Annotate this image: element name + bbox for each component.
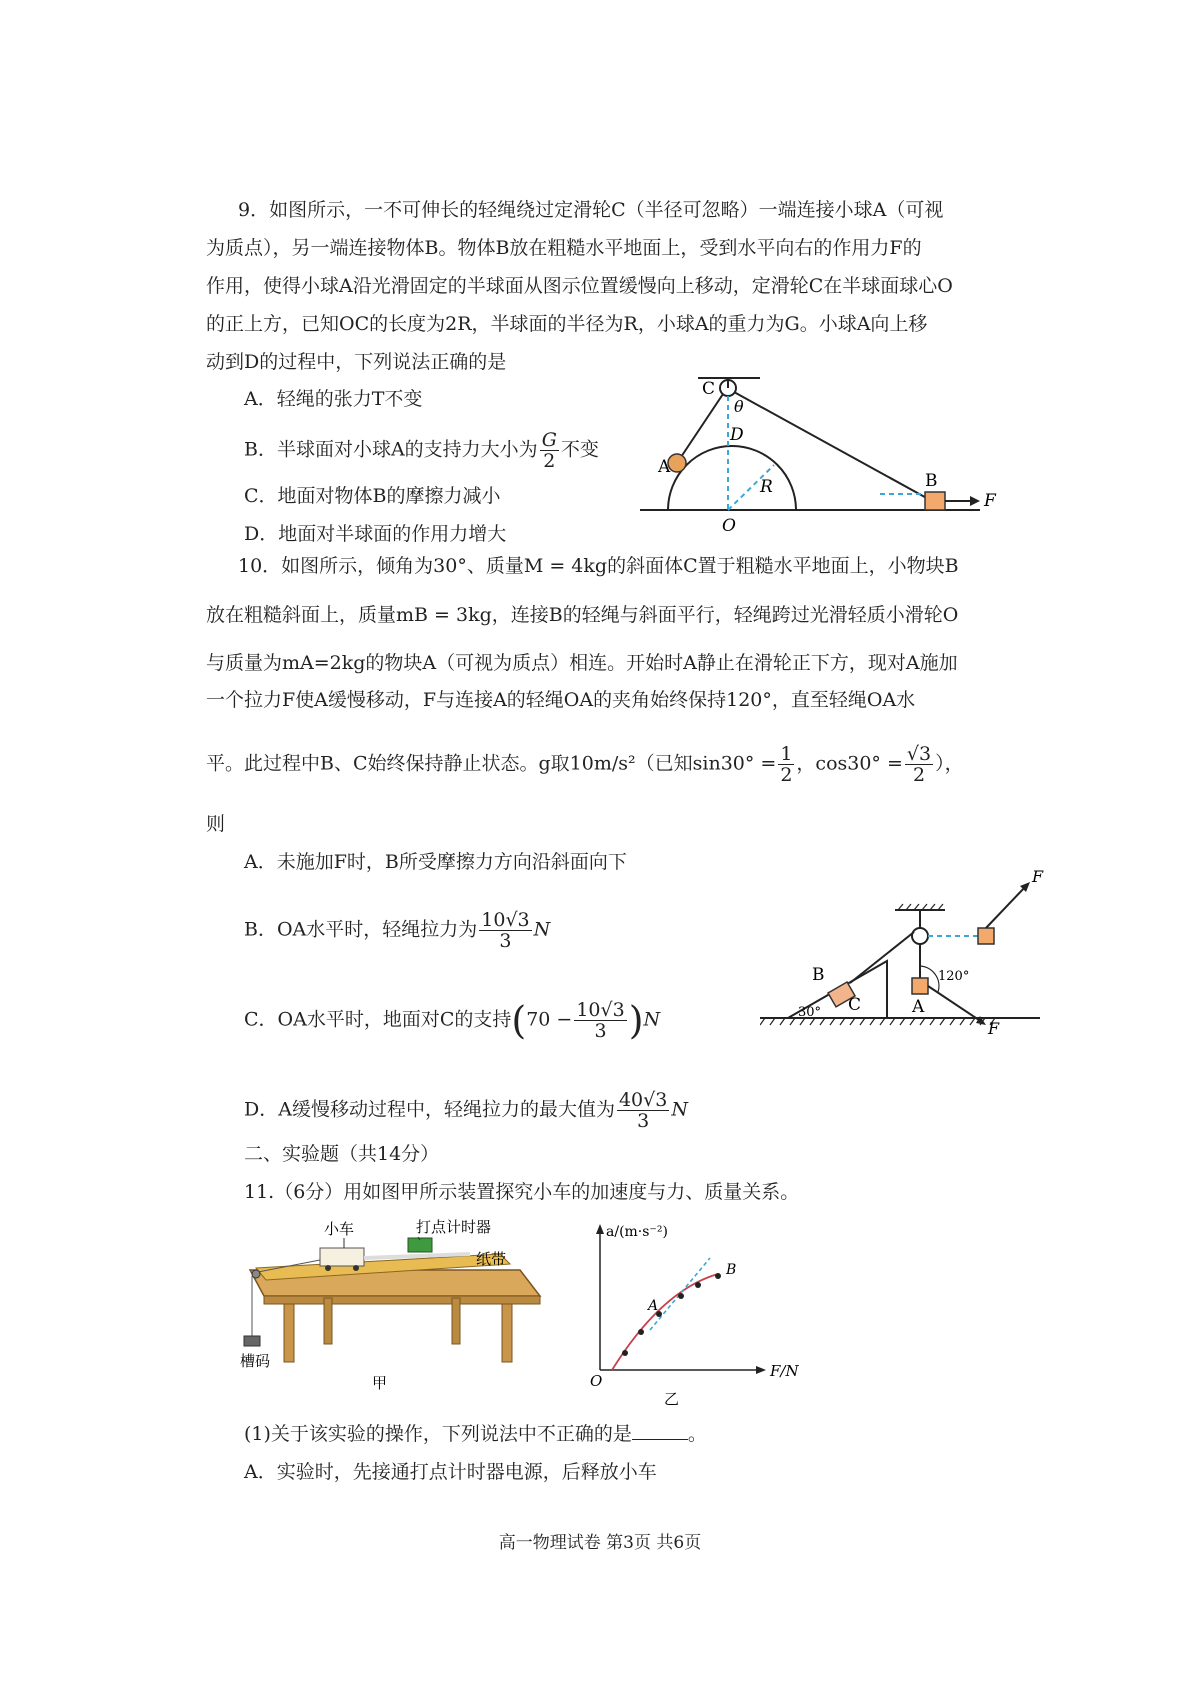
q9-option-b-tail: 不变	[560, 438, 599, 461]
q10-cos-num: √3	[906, 743, 932, 765]
q9-option-b	[244, 430, 599, 471]
q11-sub-1-blank[interactable]	[632, 1439, 688, 1440]
q9-label-theta: θ	[734, 397, 744, 416]
q10-label-b: B	[812, 965, 825, 985]
q11-label-weights: 槽码	[240, 1352, 271, 1370]
page-footer: 高一物理试卷 第3页 共6页	[498, 1533, 702, 1553]
q11-table-leg-1	[284, 1304, 294, 1362]
q10-cos-fraction	[905, 744, 933, 785]
q11-label-tape: 纸带	[476, 1250, 507, 1268]
q10-option-a: A．未施加F时，B所受摩擦力方向沿斜面向下	[244, 851, 627, 873]
q9-label-r: R	[760, 477, 773, 497]
q10-label-c: C	[848, 995, 862, 1015]
q10-ground-hatch	[760, 1018, 995, 1025]
q10-label-120: 120°	[938, 969, 970, 984]
q10-option-b-num: 10√3	[481, 909, 530, 931]
q9-line-4: 的正上方，已知OC的长度为2R，半球面的半径为R，小球A的重力为G。小球A向上移	[206, 313, 928, 335]
q9-label-f: F	[984, 491, 996, 511]
q11-label-cart: 小车	[324, 1220, 355, 1238]
q9-option-b-num: G	[541, 429, 557, 451]
q9-label-b: B	[925, 471, 938, 491]
q10-line-3: 与质量为mA=2kg的物块A（可视为质点）相连。开始时A静止在滑轮正下方，现对A施加	[206, 652, 958, 674]
q10-line-5-mid: ，cos30° =	[796, 752, 903, 775]
q10-option-b-den: 3	[499, 930, 512, 952]
q11-ylabel: a/(m·s⁻²)	[606, 1224, 668, 1240]
q10-cos-den: 2	[912, 764, 926, 786]
q9-line-2: 为质点），另一端连接物体B。物体B放在粗糙水平地面上，受到水平向右的作用力F的	[206, 237, 922, 259]
q10-sin-num: 1	[780, 743, 793, 765]
q9-option-d: D．地面对半球面的作用力增大	[244, 523, 507, 545]
q10-option-b	[244, 910, 550, 951]
q11-table-leg-4	[452, 1298, 460, 1344]
q10-option-d	[244, 1090, 688, 1131]
q10-pulley	[912, 928, 928, 944]
q10-option-c-den: 3	[594, 1020, 607, 1042]
q10-option-d-text: D．A缓慢移动过程中，轻绳拉力的最大值为	[244, 1098, 615, 1121]
q11-weights	[244, 1336, 260, 1346]
q11-sub-1-tail: 。	[687, 1423, 707, 1445]
q10-option-c-rparen: )	[628, 998, 644, 1043]
q10-option-c-num: 10√3	[576, 999, 625, 1021]
q11-cart	[320, 1248, 364, 1266]
q9-force-f-arrowhead	[970, 496, 980, 506]
q9-ball-a	[668, 454, 686, 472]
q10-option-c-text: C．OA水平时，地面对C的支持	[244, 1008, 512, 1031]
q11-label-b: B	[726, 1262, 737, 1278]
q9-line-5: 动到D的过程中，下列说法正确的是	[206, 351, 507, 373]
q10-label-a: A	[912, 997, 925, 1017]
q9-line-1: 9．如图所示，一不可伸长的轻绳绕过定滑轮C（半径可忽略）一端连接小球A（可视	[238, 199, 944, 221]
q9-option-b-den: 2	[543, 450, 556, 472]
q9-label-o: O	[722, 516, 736, 534]
q11-curve	[612, 1274, 718, 1370]
q9-option-b-text: B．半球面对小球A的支持力大小为	[244, 438, 538, 461]
q10-line-1: 10．如图所示，倾角为30°、质量M = 4kg的斜面体C置于粗糙水平地面上，小物块B	[238, 555, 959, 577]
q10-option-c-unit: N	[643, 1008, 661, 1031]
q10-label-30: 30°	[798, 1005, 822, 1020]
q10-line-5-text: 平。此过程中B、C始终保持静止状态。g取10m/s²（已知sin30° =	[206, 752, 777, 775]
q10-force-f	[928, 986, 982, 1022]
q10-force-f-final	[986, 886, 1026, 928]
q11-xlabel: F/N	[770, 1362, 799, 1380]
q10-label-f-top: F	[1032, 867, 1044, 886]
q10-line-2: 放在粗糙斜面上，质量mB = 3kg，连接B的轻绳与斜面平行，轻绳跨过光滑轻质小滑轮O	[206, 604, 959, 626]
q10-line-5	[206, 744, 964, 785]
q10-line-6: 则	[206, 813, 226, 835]
q11-label-origin: O	[590, 1372, 603, 1390]
q9-figure	[640, 374, 1020, 534]
q11-caption-yi: 乙	[664, 1390, 680, 1408]
q10-option-d-num: 40√3	[618, 1089, 668, 1111]
q11-table-leg-2	[502, 1304, 512, 1362]
q11-label-a: A	[648, 1298, 659, 1314]
q11-line-1: 11.（6分）用如图甲所示装置探究小车的加速度与力、质量关系。	[244, 1181, 800, 1203]
q10-figure	[760, 850, 1090, 1050]
q11-figure-jia	[240, 1210, 560, 1390]
q9-label-c: C	[702, 379, 716, 399]
q9-hemisphere	[668, 446, 796, 510]
q11-option-a: A．实验时，先接通打点计时器电源，后释放小车	[244, 1461, 657, 1483]
q11-timer	[408, 1238, 432, 1252]
q11-figure-yi	[590, 1220, 810, 1410]
q9-option-b-fraction	[540, 430, 559, 471]
q10-option-b-unit: N	[533, 918, 551, 941]
q10-option-c-value: 70 −	[526, 1008, 573, 1031]
section-2-heading: 二、实验题（共14分）	[244, 1143, 440, 1165]
q10-option-c-lparen: (	[511, 998, 527, 1043]
q9-line-3: 作用，使得小球A沿光滑固定的半球面从图示位置缓慢向上移动，定滑轮C在半球面球心O	[206, 275, 953, 297]
q11-label-timer: 打点计时器	[416, 1218, 492, 1236]
q10-option-d-unit: N	[671, 1098, 688, 1121]
q11-sub-1-text: (1)关于该实验的操作，下列说法中不正确的是	[244, 1423, 632, 1445]
q11-sub-1	[244, 1422, 707, 1446]
q10-sin-den: 2	[780, 764, 793, 786]
q10-option-b-text: B．OA水平时，轻绳拉力为	[244, 918, 478, 941]
q9-label-d: D	[730, 425, 744, 445]
q9-option-a: A．轻绳的张力T不变	[244, 388, 423, 410]
q9-rope-ca	[677, 394, 723, 463]
q9-option-c: C．地面对物体B的摩擦力减小	[244, 485, 501, 507]
q9-block-b	[925, 492, 945, 510]
q10-block-a-final	[978, 928, 994, 944]
q10-block-a	[912, 978, 928, 994]
q10-option-b-fraction	[479, 910, 531, 951]
q10-option-d-fraction	[617, 1090, 669, 1131]
q10-option-c-fraction	[574, 1000, 626, 1041]
q9-label-a: A	[658, 457, 671, 477]
q10-option-d-den: 3	[637, 1110, 650, 1132]
q10-line-4: 一个拉力F使A缓慢移动，F与连接A的轻绳OA的夹角始终保持120°，直至轻绳OA水	[206, 689, 916, 711]
q11-table-leg-3	[324, 1298, 332, 1344]
q10-option-c	[244, 1000, 660, 1041]
q10-line-5-tail: ），	[935, 752, 964, 775]
q10-sin-fraction	[778, 744, 794, 785]
q11-caption-jia: 甲	[372, 1374, 388, 1390]
q10-label-f-bottom: F	[988, 1019, 1000, 1038]
